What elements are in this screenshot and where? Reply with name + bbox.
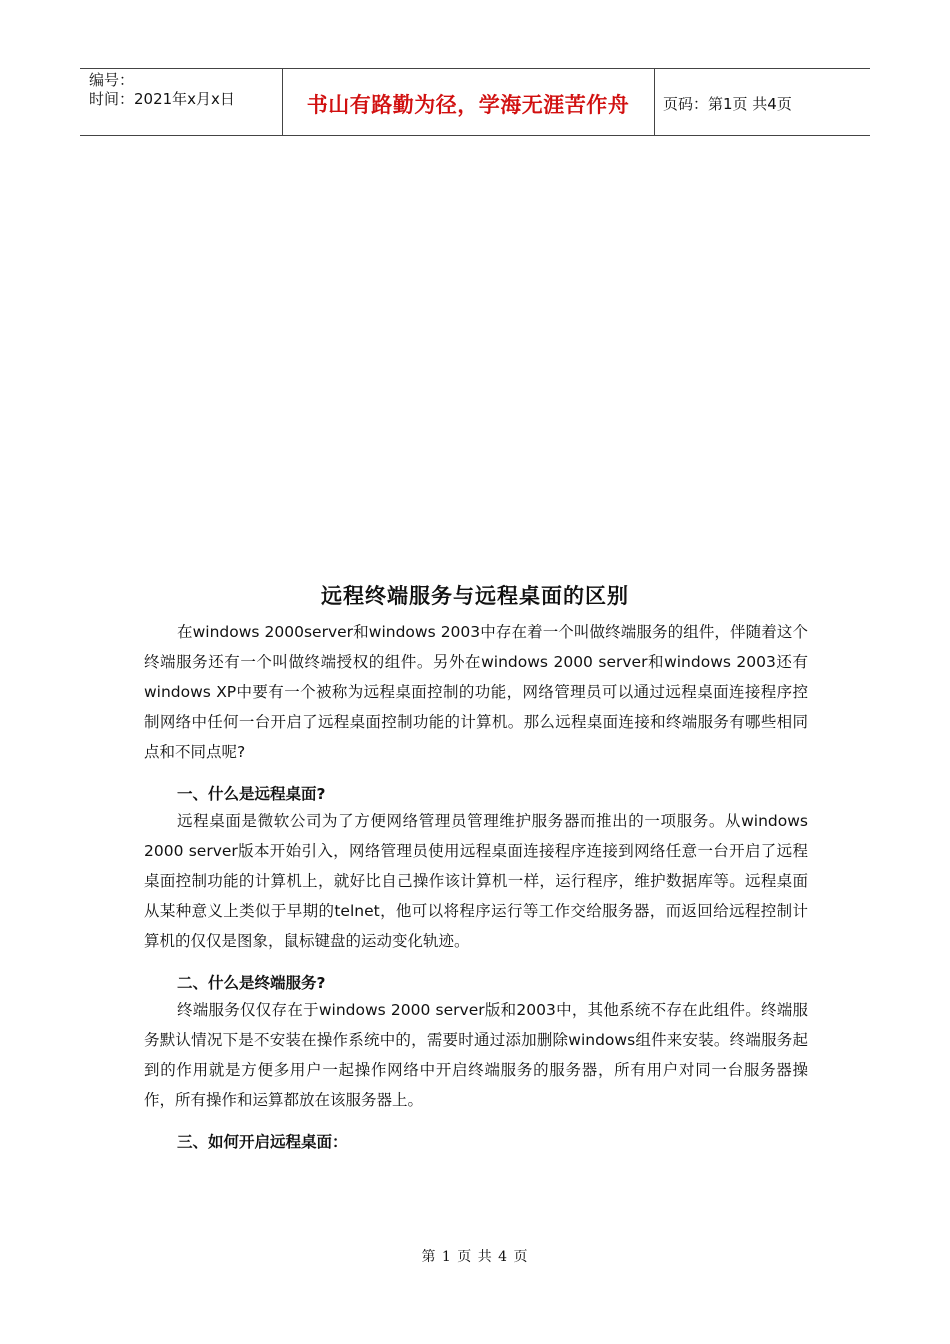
section-heading-1: 一、什么是远程桌面? — [177, 785, 326, 803]
header-motto: 书山有路勤为径，学海无涯苦作舟 — [306, 92, 630, 117]
header-number-label: 编号： — [89, 71, 135, 89]
header-meta — [89, 71, 279, 109]
header-divider-right — [654, 69, 655, 135]
document-header — [80, 68, 870, 136]
header-page-info: 页码：第1页 共4页 — [663, 95, 792, 113]
section-body-2: 终端服务仅仅存在于windows 2000 server版和2003中，其他系统不存在此组件。终端服务默认情况下是不安装在操作系统中的，需要时通过添加删除windows组件来安装。终端服务起到的作用就是方便多用户一起操作网络中开启终端服务的服务器，所有用户对同一台服务器操作，所有操作和运算都放在该服务器上。 — [144, 1001, 808, 1109]
section-heading-3: 三、如何开启远程桌面： — [177, 1133, 348, 1151]
header-date: 时间：2021年x月x日 — [89, 90, 235, 108]
section-body-1: 远程桌面是微软公司为了方便网络管理员管理维护服务器而推出的一项服务。从windows 2000 server版本开始引入，网络管理员使用远程桌面连接程序连接到网络任意一台开启了远程桌面控制功能的计算机上，就好比自己操作该计算机一样，运行程序，维护数据库等。远程桌面从某种意义上类似于早期的telnet，他可以将程序运行等工作交给服务器，而返回给远程控制计算机的仅仅是图象，鼠标键盘的运动变化轨迹。 — [144, 812, 808, 950]
page-footer: 第 1 页 共 4 页 — [421, 1249, 529, 1265]
section-heading-2: 二、什么是终端服务? — [177, 974, 326, 992]
intro-paragraph: 在windows 2000server和windows 2003中存在着一个叫做终端服务的组件，伴随着这个终端服务还有一个叫做终端授权的组件。另外在windows 2000 server和windows 2003还有windows XP中要有一个被称为远程桌面控制的功能，网络管理员可以通过远程桌面连接程序控制网络中任何一台开启了远程桌面控制功能的计算机。那么远程桌面连接和终端服务有哪些相同点和不同点呢? — [144, 623, 808, 761]
document-title: 远程终端服务与远程桌面的区别 — [321, 584, 629, 608]
